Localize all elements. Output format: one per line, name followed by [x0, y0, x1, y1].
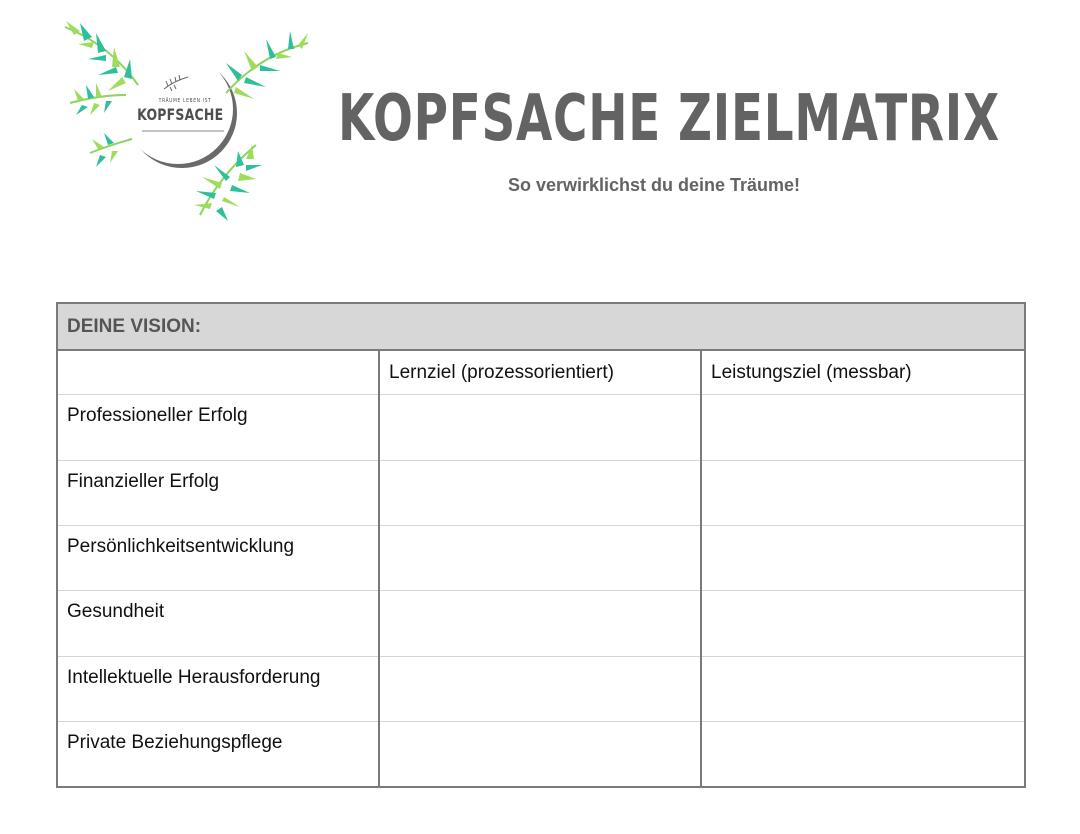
table-row	[57, 722, 1025, 787]
table-row	[57, 460, 1025, 525]
table-row	[57, 591, 1025, 656]
performance-goal-cell[interactable]	[701, 526, 1025, 591]
row-label: Persönlichkeitsentwicklung	[57, 526, 379, 591]
table-row	[57, 656, 1025, 721]
performance-goal-cell[interactable]	[701, 656, 1025, 721]
row-label: Finanzieller Erfolg	[57, 460, 379, 525]
learning-goal-cell[interactable]	[379, 656, 701, 721]
learning-goal-cell[interactable]	[379, 722, 701, 787]
row-label: Professioneller Erfolg	[57, 395, 379, 460]
logo-tagline: TRÄUME LEBEN IST	[158, 98, 212, 104]
column-header-row	[57, 350, 1025, 395]
table-row	[57, 526, 1025, 591]
learning-goal-cell[interactable]	[379, 591, 701, 656]
performance-goal-cell[interactable]	[701, 591, 1025, 656]
column-header-performance-goal: Leistungsziel (messbar)	[701, 350, 1025, 395]
performance-goal-cell[interactable]	[701, 395, 1025, 460]
logo-name: KOPFSACHE	[137, 105, 224, 124]
page-subtitle: So verwirklichst du deine Träume!	[507, 175, 801, 195]
page-title: KOPFSACHE ZIELMATRIX	[338, 82, 1000, 156]
performance-goal-cell[interactable]	[701, 722, 1025, 787]
row-label: Gesundheit	[57, 591, 379, 656]
row-label: Intellektuelle Herausforderung	[57, 656, 379, 721]
learning-goal-cell[interactable]	[379, 460, 701, 525]
kopfsache-logo	[60, 15, 315, 225]
learning-goal-cell[interactable]	[379, 526, 701, 591]
performance-goal-cell[interactable]	[701, 460, 1025, 525]
column-header-learning-goal: Lernziel (prozessorientiert)	[379, 350, 701, 395]
learning-goal-cell[interactable]	[379, 395, 701, 460]
vision-row	[57, 303, 1025, 350]
goal-matrix-table	[56, 302, 1026, 788]
table-row	[57, 395, 1025, 460]
column-header-category	[57, 350, 379, 395]
vision-label: DEINE VISION:	[57, 303, 1025, 350]
row-label: Private Beziehungspflege	[57, 722, 379, 787]
